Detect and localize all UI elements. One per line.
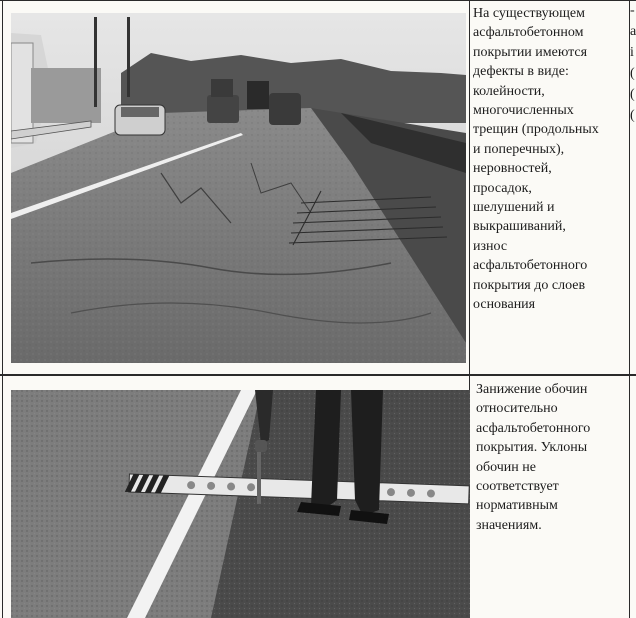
description-line: выкрашиваний,: [473, 219, 566, 235]
table-border-left: [2, 0, 3, 618]
road-defects-photo: [11, 13, 466, 363]
defects-description: [473, 4, 627, 315]
description-line: и поперечных),: [473, 141, 565, 157]
description-line: асфальтобетонном: [473, 25, 584, 41]
description-line: многочисленных: [473, 103, 574, 119]
edge-glyph: -: [630, 3, 635, 18]
description-line: покрытия до слоев: [473, 277, 586, 293]
description-line: просадок,: [473, 180, 532, 196]
shoulder-description: [476, 380, 627, 535]
description-line: соответствует: [476, 479, 559, 495]
description-line: обочин не: [476, 459, 536, 475]
description-line: шелушений и: [473, 200, 555, 216]
description-line: неровностей,: [473, 161, 552, 177]
description-line: износ: [473, 238, 508, 254]
shoulder-measurement-photo: [11, 390, 470, 618]
description-line: колейности,: [473, 83, 545, 99]
edge-glyph: (: [630, 66, 635, 81]
description-line: трещин (продольных: [473, 122, 599, 138]
table-row-divider: [0, 374, 636, 376]
description-line: асфальтобетонного: [476, 420, 591, 436]
next-column-fragment: [630, 0, 636, 170]
edge-glyph: і: [630, 45, 634, 60]
description-line: основания: [473, 297, 536, 313]
description-line: нормативным: [476, 498, 558, 514]
description-line: асфальтобетонного: [473, 258, 588, 274]
edge-glyph: (: [630, 108, 635, 123]
description-line: значениям.: [476, 517, 542, 533]
description-line: Занижение обочин: [476, 382, 588, 397]
description-line: дефекты в виде:: [473, 64, 569, 80]
description-line: покрытия. Уклоны: [476, 440, 588, 456]
description-line: На существующем: [473, 6, 585, 21]
description-line: покрытии имеются: [473, 44, 588, 60]
edge-glyph: а: [630, 24, 636, 39]
edge-glyph: (: [630, 87, 635, 102]
description-line: относительно: [476, 401, 558, 417]
table-border-top: [0, 0, 636, 1]
